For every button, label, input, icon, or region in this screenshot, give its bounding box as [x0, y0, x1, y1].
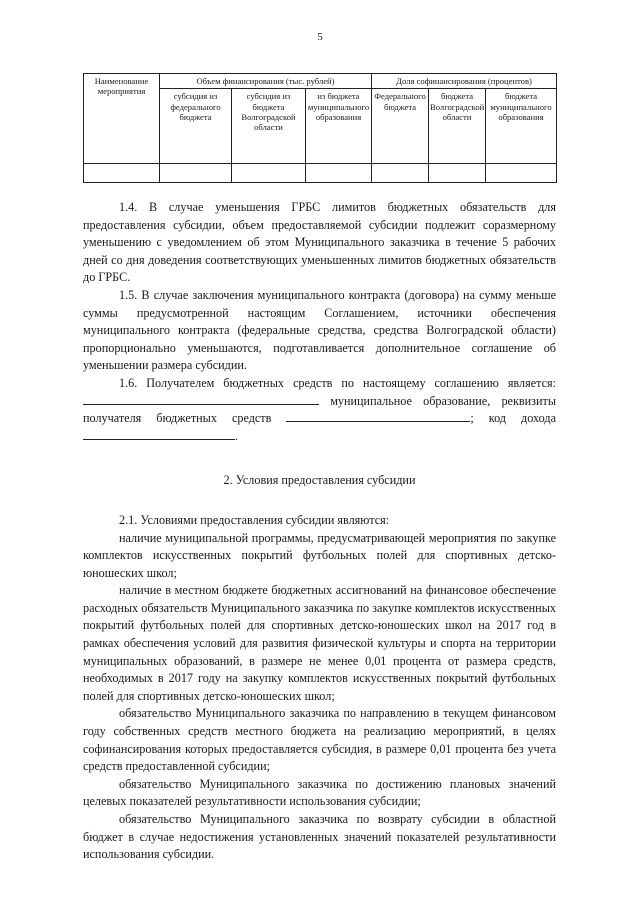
subheader-regional-subsidy: субсидия из бюджета Волгоградской области: [232, 89, 306, 164]
table-cell: [429, 164, 486, 183]
condition-item: наличие муниципальной программы, предусматривающей мероприятия по закупке комплектов искусственных покрытий футбольных полей для спортивных детско-юношеских школ;: [83, 530, 556, 580]
condition-item: обязательство Муниципального заказчика по достижению плановых значений целевых показателей результативности использования субсидии;: [83, 776, 556, 809]
condition-item: обязательство Муниципального заказчика по возврату субсидии в областной бюджет в случае недостижения установленных значений показателей результативности использования субсидии.: [83, 812, 556, 862]
paragraph-1-6: [83, 375, 556, 445]
recipient-blank-line: [83, 393, 319, 405]
table-cell: [486, 164, 557, 183]
paragraph-1-4: 1.4. В случае уменьшения ГРБС лимитов бюджетных обязательств для предоставления субсидии, объем предоставляемой субсидии подлежит соразмерному уменьшению с уведомлением об этом Муниципального заказчика в течение 5 рабочих дней со дня доведения соответствующих уменьшенных лимитов бюджетных обязательств до ГРБС.: [83, 200, 556, 285]
section-2-title: 2. Условия предоставления субсидии: [223, 473, 416, 488]
paragraph-1-6-text-c: реквизиты получателя бюджетных средств: [83, 393, 557, 426]
subheader-regional-share: бюджета Волгоградской области: [429, 89, 486, 164]
paragraph-1-6-text-e: дохода: [521, 411, 556, 426]
paragraph-1-6-text-a: 1.6. Получателем бюджетных средств по настоящему соглашению является:: [119, 375, 556, 390]
header-funding-volume: Объем финансирования (тыс. рублей): [160, 74, 372, 89]
table-cell: [160, 164, 232, 183]
page-number: 5: [317, 31, 323, 43]
condition-item: обязательство Муниципального заказчика по направлению в текущем финансовом году собственных средств местного бюджета на реализацию мероприятий, в целях софинансирования которых предоставляется субсидия, в размере 0,01 процента без учета средств предоставленной субсидии;: [83, 706, 556, 774]
table-header-row: [84, 74, 557, 89]
subheader-municipal-share: бюджета муниципального образования: [486, 89, 557, 164]
subheader-municipal-budget: из бюджета муниципального образования: [306, 89, 372, 164]
table-cell: [372, 164, 429, 183]
paragraph-1-6-text-b: муниципальное образование,: [330, 393, 491, 408]
subheader-federal-share: Федерального бюджета: [372, 89, 429, 164]
header-cofinancing-share: Доля софинансирования (процентов): [372, 74, 557, 89]
financing-table: [83, 73, 557, 183]
paragraph-1-5: 1.5. В случае заключения муниципального контракта (договора) на сумму меньше суммы предусмотренной настоящим Соглашением, источники обеспечения муниципального контракта (федеральные средства, средства Волгоградской области) пропорционально уменьшаются, подготавливается дополнительное соглашение об уменьшении размера субсидии.: [83, 287, 556, 373]
table-cell: [84, 164, 160, 183]
paragraph-1-6-text-d: ; код: [470, 411, 507, 426]
table-cell: [232, 164, 306, 183]
paragraph-2-1: 2.1. Условиями предоставления субсидии являются:: [119, 512, 390, 527]
income-code-blank-line: [83, 428, 235, 440]
subheader-federal-subsidy: субсидия из федерального бюджета: [160, 89, 232, 164]
document-body: [83, 199, 556, 864]
requisites-blank-line: [286, 410, 470, 422]
header-activity-name: Наименование мероприятия: [84, 74, 160, 164]
paragraph-1-6-text-f: .: [235, 428, 239, 443]
condition-item: наличие в местном бюджете бюджетных ассигнований на финансовое обеспечение расходных обязательств Муниципального заказчика по закупке комплектов искусственных покрытий футбольных полей для спортивных детско-юношеских школ на 2017 год в рамках обеспечения условий для развития физической культуры и спорта на территории муниципальных образований, в размере не менее 0,01 процента от размера средств, необходимых в 2017 году на закупку комплектов искусственных покрытий футбольных полей для спортивных детско-юношеских школ;: [83, 583, 556, 703]
table-cell: [306, 164, 372, 183]
table-row: [84, 164, 557, 183]
